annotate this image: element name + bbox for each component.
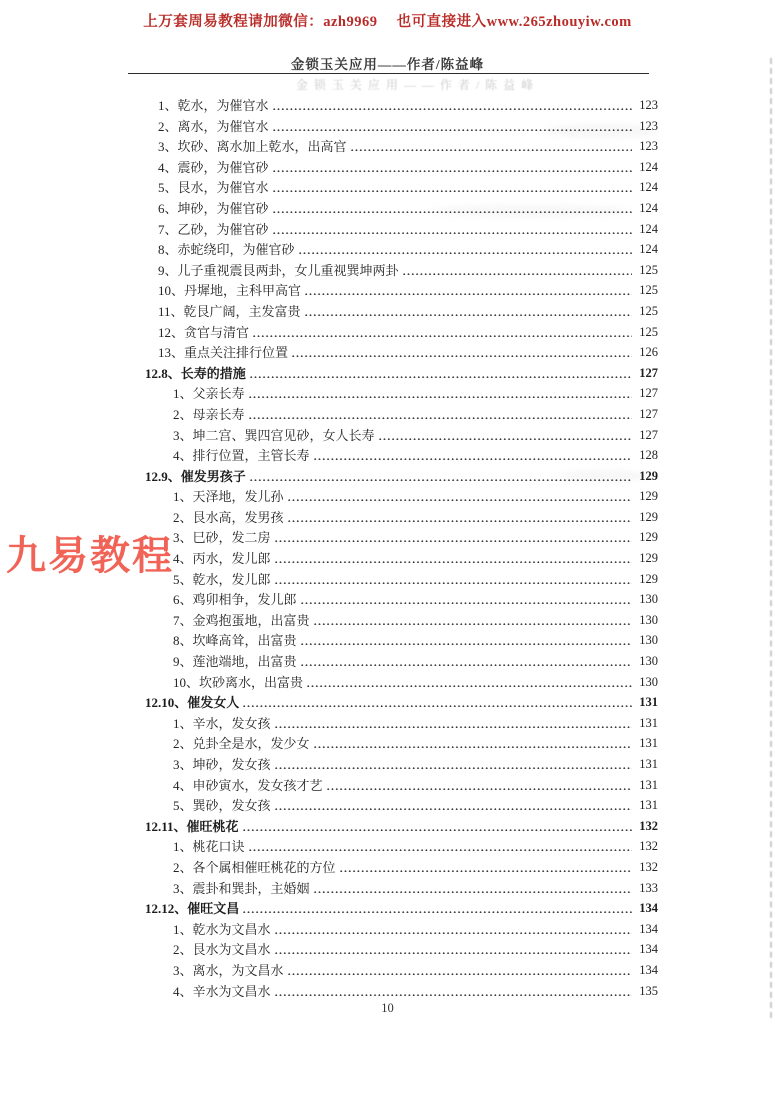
dotted-leader <box>253 325 632 340</box>
table-of-contents <box>145 98 658 999</box>
toc-entry-label: 2、母亲长寿 <box>173 406 245 422</box>
dotted-leader <box>249 386 632 401</box>
toc-row <box>145 242 658 257</box>
toc-row <box>145 757 658 772</box>
toc-entry-page: 125 <box>639 303 658 318</box>
page-number: 10 <box>381 1001 394 1015</box>
dotted-leader <box>275 530 632 545</box>
toc-row <box>145 901 658 916</box>
toc-row <box>145 592 658 607</box>
toc-entry-label: 1、乾水，为催官水 <box>158 98 269 113</box>
dotted-leader <box>288 489 632 504</box>
toc-entry-page: 131 <box>639 736 658 751</box>
toc-row <box>145 160 658 175</box>
toc-entry-page: 128 <box>639 448 658 463</box>
toc-row <box>145 675 658 690</box>
toc-entry-page: 130 <box>639 612 658 627</box>
toc-entry-label: 4、震砂，为催官砂 <box>158 159 269 175</box>
toc-entry-label: 13、重点关注排行位置 <box>158 345 289 361</box>
toc-entry-page: 124 <box>639 242 658 257</box>
scan-smudge <box>560 470 650 482</box>
toc-entry-page: 130 <box>639 654 658 669</box>
toc-entry-page: 131 <box>639 777 658 792</box>
dotted-leader <box>403 263 632 278</box>
toc-entry-label: 3、坤二宫、巽四宫见砂，女人长寿 <box>173 427 375 443</box>
toc-entry-page: 130 <box>639 674 658 689</box>
toc-row <box>145 222 658 237</box>
toc-row <box>145 839 658 854</box>
toc-entry-page: 134 <box>639 901 658 916</box>
toc-entry-page: 125 <box>639 324 658 339</box>
toc-entry-label: 1、父亲长寿 <box>173 386 245 402</box>
toc-entry-page: 131 <box>639 798 658 813</box>
toc-entry-page: 125 <box>639 283 658 298</box>
toc-entry-page: 123 <box>639 139 658 154</box>
toc-row <box>145 819 658 834</box>
toc-entry-page: 132 <box>639 818 658 833</box>
dotted-leader <box>314 736 632 751</box>
toc-entry-label: 3、坤砂，发女孩 <box>173 757 271 772</box>
toc-entry-page: 124 <box>639 200 658 215</box>
toc-entry-label: 1、天泽地，发儿孙 <box>173 489 284 505</box>
toc-entry-label: 8、赤蛇绕印，为催官砂 <box>158 242 295 258</box>
toc-row <box>145 510 658 525</box>
toc-entry-label: 5、巽砂，发女孩 <box>173 798 271 814</box>
toc-entry-page: 134 <box>639 962 658 977</box>
toc-row <box>145 881 658 896</box>
toc-entry-page: 132 <box>639 859 658 874</box>
dotted-leader <box>301 633 632 648</box>
toc-entry-page: 129 <box>639 489 658 504</box>
toc-entry-page: 130 <box>639 592 658 607</box>
toc-row <box>145 633 658 648</box>
dotted-leader <box>273 98 632 113</box>
toc-row <box>145 180 658 195</box>
toc-entry-page: 124 <box>639 221 658 236</box>
toc-row <box>145 428 658 443</box>
document-title: 金锁玉关应用——作者/陈益峰 <box>290 57 485 72</box>
scan-smudge <box>430 205 630 217</box>
toc-entry-label: 2、离水，为催官水 <box>158 118 269 134</box>
toc-row <box>145 345 658 360</box>
toc-entry-label: 5、艮水，为催官水 <box>158 180 269 196</box>
toc-entry-page: 127 <box>639 406 658 421</box>
toc-entry-label: 4、丙水，发儿郎 <box>173 551 271 567</box>
toc-row <box>145 366 658 381</box>
dotted-leader <box>273 160 632 175</box>
toc-entry-label: 11、乾艮广阔，主发富贵 <box>158 303 301 319</box>
dotted-leader <box>249 839 632 854</box>
toc-row <box>145 386 658 401</box>
scan-ghost-title: 金锁玉关应用——作者/陈益峰 <box>295 78 540 92</box>
dotted-leader <box>275 572 632 587</box>
toc-row <box>145 489 658 504</box>
title-underline <box>128 73 649 74</box>
dotted-leader <box>292 345 632 360</box>
dotted-leader <box>327 778 632 793</box>
toc-entry-label: 6、鸡卯相争，发儿郎 <box>173 592 297 608</box>
toc-entry-page: 134 <box>639 921 658 936</box>
toc-entry-page: 135 <box>639 983 658 998</box>
toc-row <box>145 283 658 298</box>
toc-entry-label: 4、申砂寅水，发女孩才艺 <box>173 777 323 793</box>
dotted-leader <box>340 860 632 875</box>
toc-entry-page: 129 <box>639 530 658 545</box>
toc-entry-page: 129 <box>639 551 658 566</box>
dotted-leader <box>288 963 632 978</box>
dotted-leader <box>305 304 632 319</box>
dotted-leader <box>243 901 632 916</box>
toc-entry-label: 2、艮水高，发男孩 <box>173 509 284 525</box>
dotted-leader <box>307 675 632 690</box>
toc-entry-label: 9、莲池端地，出富贵 <box>173 654 297 670</box>
toc-entry-page: 129 <box>639 571 658 586</box>
toc-entry-page: 130 <box>639 633 658 648</box>
toc-row <box>145 263 658 278</box>
toc-row <box>145 448 658 463</box>
toc-entry-label: 4、排行位置，主管长寿 <box>173 448 310 464</box>
dotted-leader <box>301 592 632 607</box>
dotted-leader <box>288 510 632 525</box>
toc-entry-label: 9、儿子重视震艮两卦，女儿重视巽坤两卦 <box>158 262 399 278</box>
toc-entry-label: 7、乙砂，为催官砂 <box>158 221 269 237</box>
dotted-leader <box>299 242 632 257</box>
dotted-leader <box>305 283 632 298</box>
toc-entry-label: 3、巳砂，发二房 <box>173 530 271 546</box>
dotted-leader <box>275 798 632 813</box>
toc-row <box>145 922 658 937</box>
toc-entry-page: 131 <box>639 695 658 710</box>
toc-entry-label: 12.9、催发男孩子 <box>145 468 246 484</box>
toc-row <box>145 98 658 113</box>
dotted-leader <box>275 551 632 566</box>
toc-entry-page: 134 <box>639 942 658 957</box>
dotted-leader <box>273 180 632 195</box>
toc-entry-label: 10、丹墀地，主科甲高官 <box>158 283 302 299</box>
toc-row <box>145 716 658 731</box>
toc-entry-page: 131 <box>639 715 658 730</box>
toc-entry-label: 1、乾水为文昌水 <box>173 921 271 937</box>
toc-row <box>145 860 658 875</box>
dotted-leader <box>275 757 632 772</box>
dotted-leader <box>273 222 632 237</box>
dotted-leader <box>351 139 632 154</box>
toc-entry-label: 12.11、催旺桃花 <box>145 818 239 834</box>
dotted-leader <box>275 984 632 999</box>
toc-row <box>145 304 658 319</box>
dotted-leader <box>314 448 632 463</box>
dotted-leader <box>275 922 632 937</box>
toc-entry-page: 129 <box>639 468 658 483</box>
toc-row <box>145 407 658 422</box>
dotted-leader <box>275 716 632 731</box>
toc-entry-page: 123 <box>639 118 658 133</box>
toc-entry-page: 125 <box>639 262 658 277</box>
watermark-text: 九易教程 <box>6 533 174 579</box>
dotted-leader <box>249 407 632 422</box>
toc-entry-page: 123 <box>639 98 658 112</box>
scan-edge-artifact <box>770 58 772 1018</box>
toc-row <box>145 963 658 978</box>
toc-entry-label: 3、震卦和巽卦，主婚姻 <box>173 880 310 896</box>
toc-row <box>145 139 658 154</box>
toc-entry-label: 2、艮水为文昌水 <box>173 942 271 958</box>
toc-entry-page: 127 <box>639 365 658 380</box>
toc-entry-page: 127 <box>639 386 658 401</box>
toc-entry-label: 1、桃花口诀 <box>173 839 245 855</box>
toc-entry-label: 7、金鸡抱蛋地，出富贵 <box>173 612 310 628</box>
toc-row <box>145 736 658 751</box>
toc-entry-page: 131 <box>639 757 658 771</box>
toc-entry-page: 124 <box>639 180 658 195</box>
toc-row <box>145 613 658 628</box>
toc-row <box>145 325 658 340</box>
dotted-leader <box>243 695 632 710</box>
dotted-leader <box>301 654 632 669</box>
toc-entry-label: 12.10、催发女人 <box>145 695 240 711</box>
toc-entry-label: 12.8、长寿的措施 <box>145 365 246 381</box>
toc-entry-label: 12.12、催旺文昌 <box>145 901 240 917</box>
toc-row <box>145 654 658 669</box>
toc-entry-label: 3、离水，为文昌水 <box>173 962 284 978</box>
toc-entry-page: 124 <box>639 159 658 174</box>
toc-entry-label: 6、坤砂，为催官砂 <box>158 200 269 216</box>
dotted-leader <box>379 428 632 443</box>
toc-entry-label: 2、兑卦全是水，发少女 <box>173 736 310 752</box>
toc-entry-page: 132 <box>639 839 658 854</box>
toc-row <box>145 530 658 545</box>
dotted-leader <box>314 881 632 896</box>
toc-entry-label: 1、辛水，发女孩 <box>173 715 271 731</box>
promo-header-text: 上万套周易教程请加微信：azh9969 也可直接进入www.265zhouyiw.com <box>143 14 632 30</box>
scan-smudge <box>545 124 660 138</box>
toc-entry-label: 5、乾水，发儿郎 <box>173 571 271 587</box>
toc-entry-label: 8、坎峰高耸，出富贵 <box>173 633 297 649</box>
dotted-leader <box>250 366 632 381</box>
toc-row <box>145 798 658 813</box>
toc-entry-label: 4、辛水为文昌水 <box>173 983 271 999</box>
toc-row <box>145 778 658 793</box>
toc-row <box>145 695 658 710</box>
dotted-leader <box>314 613 632 628</box>
toc-row <box>145 572 658 587</box>
toc-row <box>145 942 658 957</box>
toc-entry-page: 127 <box>639 427 658 442</box>
toc-entry-page: 133 <box>639 880 658 895</box>
toc-entry-label: 10、坎砂离水，出富贵 <box>173 674 304 690</box>
toc-entry-label: 2、各个属相催旺桃花的方位 <box>173 859 336 875</box>
toc-row <box>145 551 658 566</box>
dotted-leader <box>275 942 632 957</box>
toc-entry-label: 3、坎砂、离水加上乾水，出高官 <box>158 139 347 155</box>
toc-row <box>145 984 658 999</box>
toc-entry-page: 126 <box>639 345 658 360</box>
dotted-leader <box>243 819 632 834</box>
toc-entry-label: 12、贪官与清官 <box>158 324 250 340</box>
toc-entry-page: 129 <box>639 509 658 524</box>
